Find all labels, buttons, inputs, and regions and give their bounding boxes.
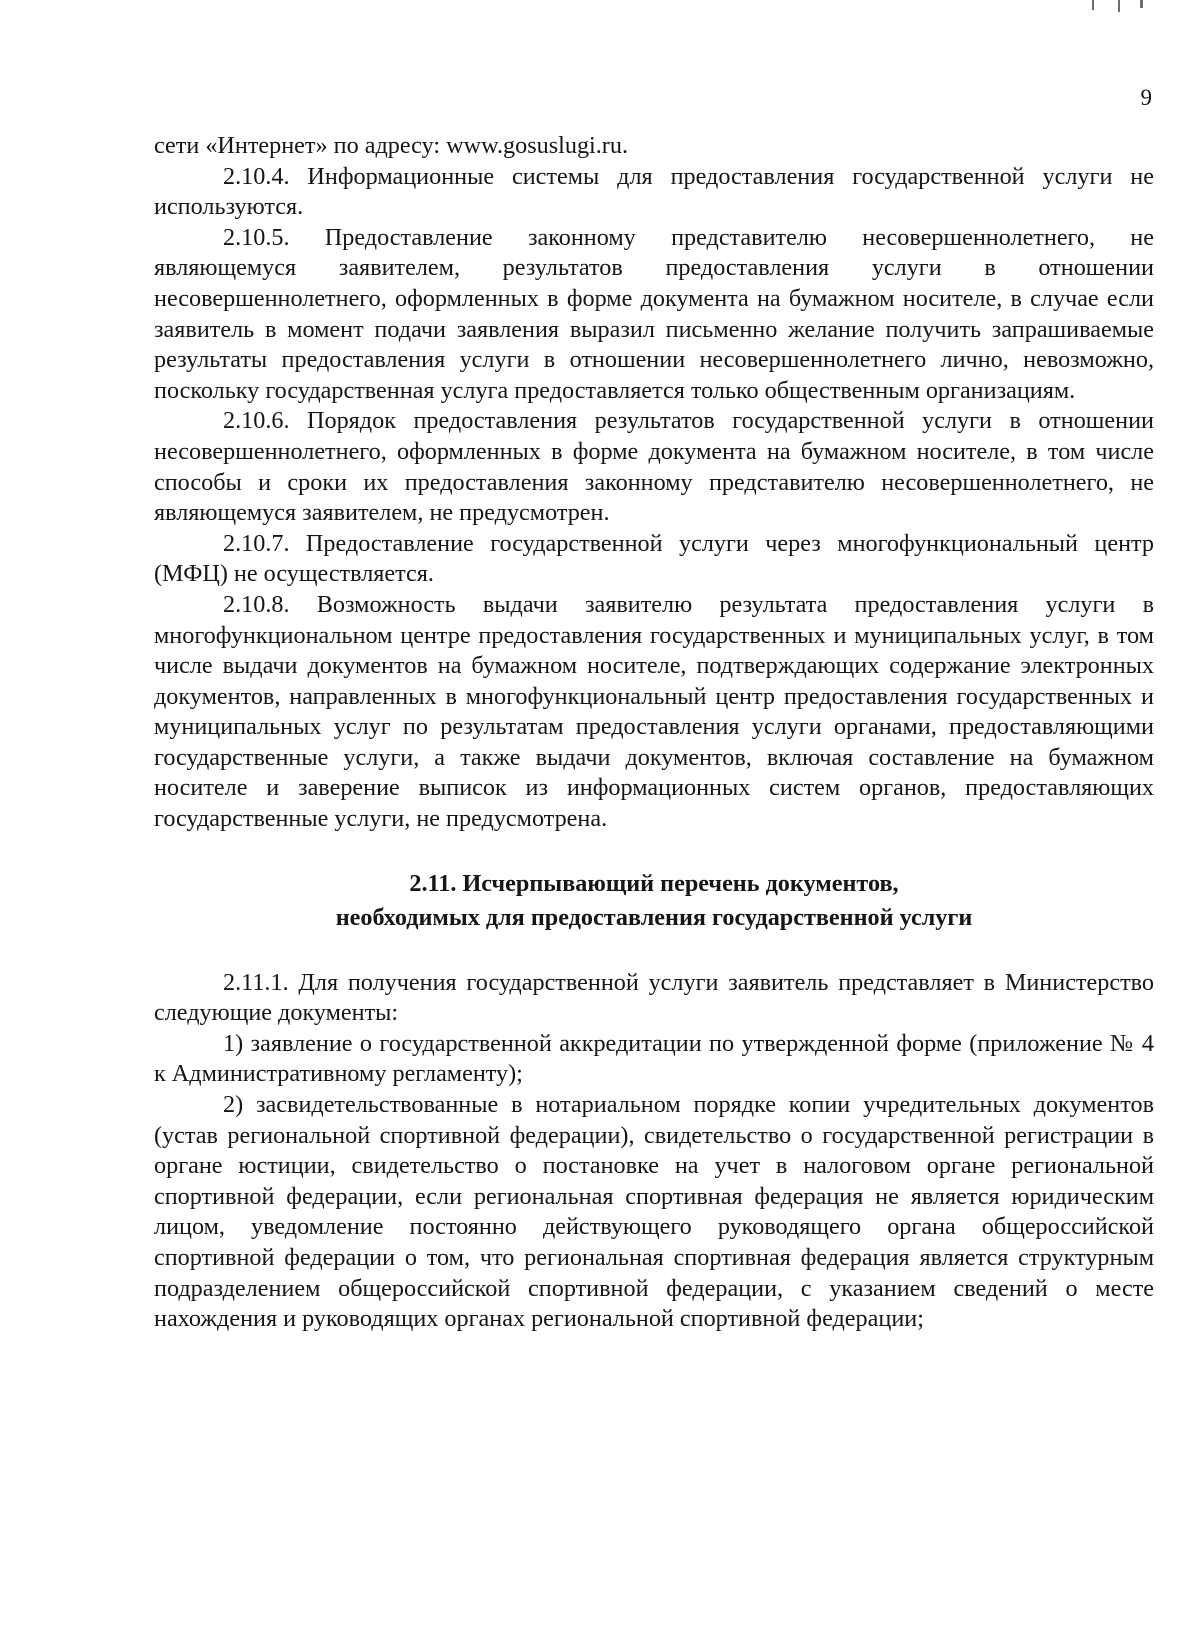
scan-artifact bbox=[1140, 0, 1143, 8]
paragraph-2-10-4: 2.10.4. Информационные системы для предоставления государственной услуги не используются. bbox=[154, 162, 1154, 221]
scan-artifact bbox=[1118, 0, 1120, 12]
section-heading-line-1: 2.11. Исчерпывающий перечень документов, bbox=[409, 869, 899, 897]
page-number: 9 bbox=[1140, 85, 1152, 110]
paragraph-2-10-5: 2.10.5. Предоставление законному представителю несовершеннолетнего, не являющемуся заявителем, результатов предоставления услуги в отношении несовершеннолетнего, оформленных в форме документа на бумажном носителе, в случае если заявитель в момент подачи заявления выразил письменно желание получить запрашиваемые результаты предоставления услуги в отношении несовершеннолетнего лично, невозможно, поскольку государственная услуга предоставляется только общественным организациям. bbox=[154, 223, 1154, 404]
section-heading-line-2: необходимых для предоставления государственной услуги bbox=[335, 903, 973, 931]
section-heading-2-11 bbox=[154, 867, 1154, 935]
list-item-1: 1) заявление о государственной аккредитации по утвержденной форме (приложение № 4 к Административному регламенту); bbox=[154, 1029, 1154, 1088]
document-body bbox=[154, 131, 1154, 1335]
paragraph-internet-address: сети «Интернет» по адресу: www.gosuslugi.ru. bbox=[154, 132, 628, 159]
scan-artifact bbox=[1092, 0, 1094, 10]
paragraph-2-10-6: 2.10.6. Порядок предоставления результатов государственной услуги в отношении несовершеннолетнего, оформленных в форме документа на бумажном носителе, в том числе способы и сроки их предоставления законному представителю несовершеннолетнего, не являющемуся заявителем, не предусмотрен. bbox=[154, 407, 1154, 527]
list-item-2: 2) засвидетельствованные в нотариальном порядке копии учредительных документов (устав региональной спортивной федерации), свидетельство о государственной регистрации в органе юстиции, свидетельство о постановке на учет в налоговом органе региональной спортивной федерации, если региональная спортивная федерация не является юридическим лицом, уведомление постоянно действующего руководящего органа общероссийской спортивной федерации о том, что региональная спортивная федерация является структурным подразделением общероссийской спортивной федерации, с указанием сведений о месте нахождения и руководящих органах региональной спортивной федерации; bbox=[154, 1091, 1154, 1333]
paragraph-2-11-1: 2.11.1. Для получения государственной услуги заявитель представляет в Министерство следующие документы: bbox=[154, 968, 1154, 1027]
paragraph-2-10-7: 2.10.7. Предоставление государственной услуги через многофункциональный центр (МФЦ) не осуществляется. bbox=[154, 529, 1154, 588]
paragraph-2-10-8: 2.10.8. Возможность выдачи заявителю результата предоставления услуги в многофункциональном центре предоставления государственных и муниципальных услуг, в том числе выдачи документов на бумажном носителе, подтверждающих содержание электронных документов, направленных в многофункциональный центр предоставления государственных и муниципальных услуг по результатам предоставления услуги органами, предоставляющими государственные услуги, а также выдачи документов, включая составление на бумажном носителе и заверение выписок из информационных систем органов, предоставляющих государственные услуги, не предусмотрена. bbox=[154, 590, 1154, 833]
